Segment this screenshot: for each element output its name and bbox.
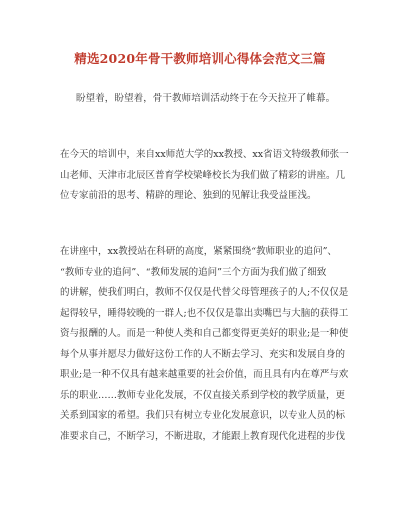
paragraph-line: 资与报酬的人。而是一种使人类和自己都变得更美好的职业;是一种使 [60, 328, 349, 339]
paragraph-lecture-content [60, 242, 350, 447]
document-title: 精选2020年骨干教师培训心得体会范文三篇 [74, 51, 326, 66]
paragraph-line: 在讲座中，xx教授站在科研的高度，紧紧围绕“教师职业的追问”、 [60, 246, 337, 257]
paragraph-line: 职业;是一种不仅具有越来越重要的社会价值，而且具有内在尊严与欢 [60, 369, 349, 380]
paragraph-line: 准要求自己，不断学习，不断进取，才能跟上教育现代化进程的步伐 [60, 430, 346, 442]
paragraph-line: 的讲解，使我们明白，教师不仅仅是代替父母管理孩子的人;不仅仅是 [60, 287, 349, 298]
paragraph-training-overview [60, 145, 350, 207]
paragraph-line: “教师专业的追问”、“教师发展的追问”三个方面为我们做了细致 [60, 266, 327, 278]
paragraph-line: 山老师、天津市北辰区普育学校梁峰校长为我们做了精彩的讲座。几 [60, 169, 346, 181]
paragraph-line: 每个从事并愿尽力做好这份工作的人不断去学习、充实和发展自身的 [60, 348, 346, 360]
paragraph-line: 位专家前沿的思考、精辟的理论、独到的见解让我受益匪浅。 [60, 190, 317, 201]
intro-paragraph: 盼望着，盼望着，骨干教师培训活动终于在今天拉开了帷幕。 [76, 93, 336, 104]
paragraph-line: 起得较早，睡得较晚的一群人;也不仅仅是靠出卖嘴巴与大脑的获得工 [60, 307, 349, 319]
paragraph-line: 在今天的培训中，来自xx师范大学的xx教授、xx省语文特级教师张一 [60, 149, 349, 160]
paragraph-line: 乐的职业……教师专业化发展，不仅直接关系到学校的教学质量，更 [60, 389, 346, 401]
paragraph-line: 关系到国家的希望。我们只有树立专业化发展意识，以专业人员的标 [60, 410, 346, 421]
